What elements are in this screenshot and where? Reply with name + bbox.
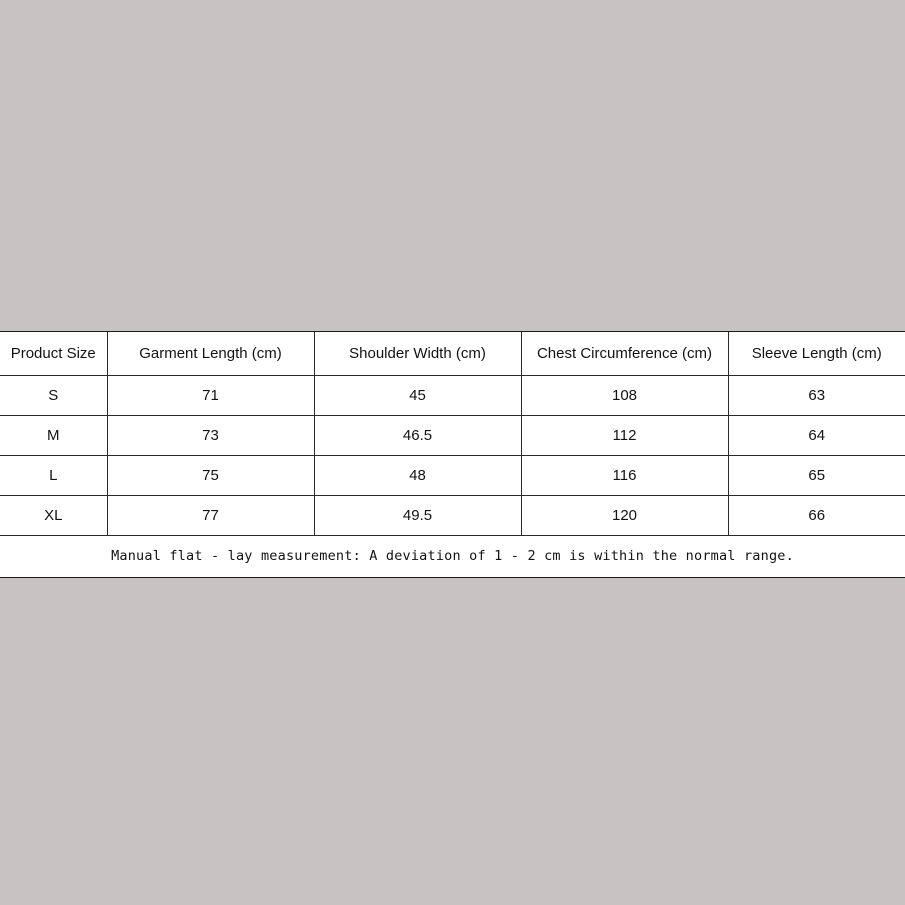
size-chart-container <box>0 331 905 578</box>
table-row <box>0 455 905 495</box>
cell-garment-length: 75 <box>107 455 314 495</box>
table-header-row <box>0 332 905 375</box>
table-note-row <box>0 535 905 577</box>
table-row <box>0 495 905 535</box>
cell-sleeve-length: 65 <box>728 455 905 495</box>
column-header-product-size: Product Size <box>0 332 107 375</box>
cell-size: S <box>0 375 107 415</box>
cell-chest-circumference: 112 <box>521 415 728 455</box>
cell-shoulder-width: 46.5 <box>314 415 521 455</box>
measurement-note: Manual flat - lay measurement: A deviation of 1 - 2 cm is within the normal range. <box>111 548 794 565</box>
cell-chest-circumference: 108 <box>521 375 728 415</box>
size-chart-table <box>0 332 905 577</box>
column-header-shoulder-width: Shoulder Width (cm) <box>314 332 521 375</box>
cell-chest-circumference: 116 <box>521 455 728 495</box>
cell-sleeve-length: 63 <box>728 375 905 415</box>
cell-garment-length: 73 <box>107 415 314 455</box>
column-header-garment-length: Garment Length (cm) <box>107 332 314 375</box>
table-row <box>0 415 905 455</box>
column-header-chest-circumference: Chest Circumference (cm) <box>521 332 728 375</box>
cell-chest-circumference: 120 <box>521 495 728 535</box>
cell-shoulder-width: 49.5 <box>314 495 521 535</box>
cell-sleeve-length: 64 <box>728 415 905 455</box>
cell-size: M <box>0 415 107 455</box>
cell-shoulder-width: 48 <box>314 455 521 495</box>
cell-garment-length: 71 <box>107 375 314 415</box>
cell-size: L <box>0 455 107 495</box>
cell-sleeve-length: 66 <box>728 495 905 535</box>
cell-shoulder-width: 45 <box>314 375 521 415</box>
table-row <box>0 375 905 415</box>
column-header-sleeve-length: Sleeve Length (cm) <box>728 332 905 375</box>
cell-garment-length: 77 <box>107 495 314 535</box>
cell-size: XL <box>0 495 107 535</box>
